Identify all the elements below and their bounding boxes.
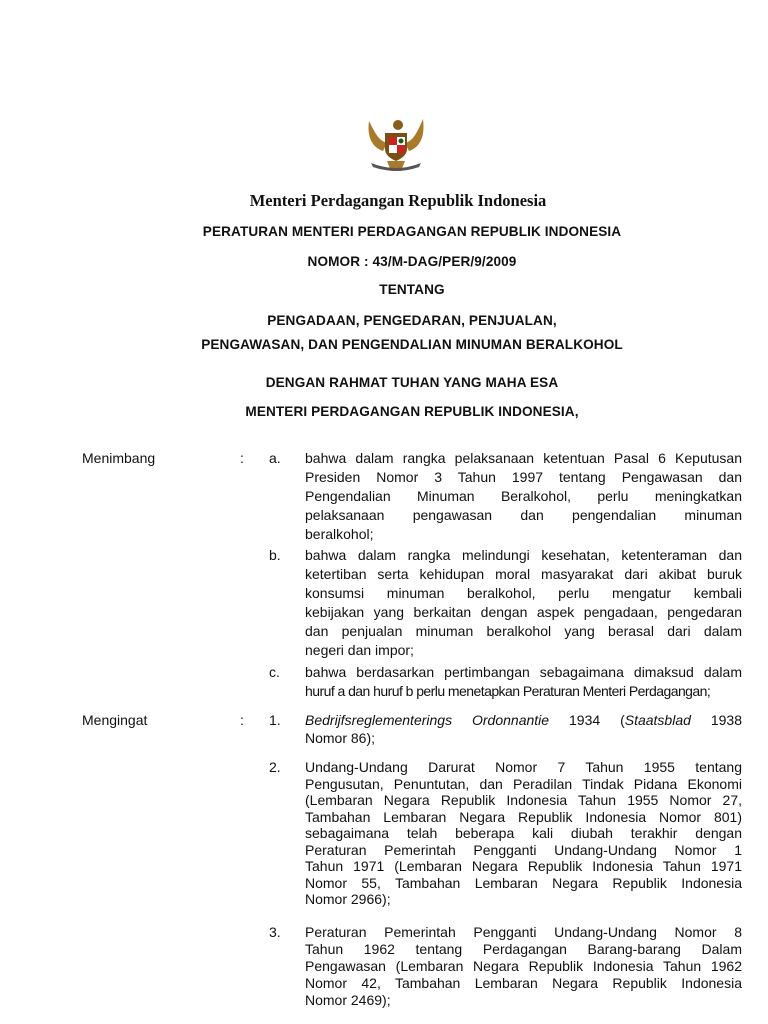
text-line: kebijakan yang berkaitan dengan aspek pengadaan, pengedaran xyxy=(305,604,742,620)
italic-title: Bedrijfsreglementerings Ordonnantie xyxy=(305,712,550,728)
mengingat-item-2 xyxy=(305,759,742,908)
text-line: Nomor 2966); xyxy=(305,891,391,907)
text-line xyxy=(305,711,742,729)
text-line: bahwa berdasarkan pertimbangan sebagaimana dimaksud dalam xyxy=(305,664,742,680)
mengingat-label: Mengingat xyxy=(82,712,148,728)
subject-line-1: PENGADAAN, PENGEDARAN, PENJUALAN, xyxy=(267,313,557,328)
text-line: Tahun 1971 (Lembaran Negara Republik Indonesia Tahun 1971 xyxy=(305,858,742,874)
text-line: Tambahan Lembaran Negara Republik Indonesia Nomor 801) xyxy=(305,808,742,825)
text-line: bahwa dalam rangka melindungi kesehatan, ketenteraman dan xyxy=(305,547,742,563)
italic-title: Staatsblad xyxy=(624,712,691,728)
text-line: Peraturan Pemerintah Pengganti Undang-Undang Nomor 8 xyxy=(305,924,742,940)
text-line: sebagaimana telah beberapa kali diubah terakhir dengan xyxy=(305,825,742,841)
item-marker: a. xyxy=(269,450,281,466)
item-marker: 2. xyxy=(269,759,281,775)
mengingat-item-1 xyxy=(305,711,742,747)
blessing-heading: DENGAN RAHMAT TUHAN YANG MAHA ESA xyxy=(265,375,559,390)
text-line: Undang-Undang Darurat Nomor 7 Tahun 1955 tentang xyxy=(305,759,742,775)
about-heading: TENTANG xyxy=(379,282,445,297)
text-line: ketertiban serta kehidupan moral masyarakat dari akibat buruk xyxy=(305,566,742,582)
item-marker: c. xyxy=(269,664,280,680)
regulation-heading: PERATURAN MENTERI PERDAGANGAN REPUBLIK INDONESIA xyxy=(202,224,622,239)
text-line: Nomor 2469); xyxy=(305,992,391,1008)
text-line: huruf a dan huruf b perlu menetapkan Peraturan Menteri Perdagangan; xyxy=(305,683,711,699)
menimbang-item-a xyxy=(305,449,742,544)
text-line: negeri dan impor; xyxy=(305,642,414,658)
text-line: bahwa dalam rangka pelaksanaan ketentuan Pasal 6 Keputusan xyxy=(305,450,742,466)
regulation-number: NOMOR : 43/M-DAG/PER/9/2009 xyxy=(307,254,517,269)
colon: : xyxy=(240,450,244,466)
item-marker: 1. xyxy=(269,712,281,728)
garuda-emblem-icon xyxy=(365,113,427,175)
issuer-heading: MENTERI PERDAGANGAN REPUBLIK INDONESIA, xyxy=(245,404,579,419)
text-line: beralkohol; xyxy=(305,526,374,542)
text-line: konsumsi minuman beralkohol, perlu mengatur kembali xyxy=(305,585,742,601)
text-line: pelaksanaan pengawasan dan pengendalian minuman xyxy=(305,507,742,523)
text-line: Tahun 1962 tentang Perdagangan Barang-barang Dalam xyxy=(305,941,742,957)
subject-line-2: PENGAWASAN, DAN PENGENDALIAN MINUMAN BERALKOHOL xyxy=(201,337,623,352)
item-marker: b. xyxy=(269,547,281,563)
text-line: Peraturan Pemerintah Pengganti Undang-Undang Nomor 1 xyxy=(305,841,742,858)
text-line: Pengendalian Minuman Beralkohol, perlu meningkatkan xyxy=(305,488,742,504)
ministry-title: Menteri Perdagangan Republik Indonesia xyxy=(249,191,547,210)
menimbang-item-c xyxy=(305,663,742,701)
text-fragment: 1938 xyxy=(690,712,742,728)
menimbang-item-b xyxy=(305,546,742,660)
menimbang-label: Menimbang xyxy=(82,450,156,466)
text-line: Nomor 42, Tambahan Lembaran Negara Republik Indonesia xyxy=(305,975,742,991)
text-line: Pengawasan (Lembaran Negara Republik Indonesia Tahun 1962 xyxy=(305,958,742,974)
text-fragment: 1934 ( xyxy=(549,712,625,728)
mengingat-item-3 xyxy=(305,924,742,1009)
colon: : xyxy=(240,712,244,728)
item-marker: 3. xyxy=(269,924,281,940)
text-line: Presiden Nomor 3 Tahun 1997 tentang Pengawasan dan xyxy=(305,469,742,485)
text-line: Nomor 86); xyxy=(305,730,376,746)
text-line: (Lembaran Negara Republik Indonesia Tahun 1955 Nomor 27, xyxy=(305,792,742,808)
text-line: Pengusutan, Penuntutan, dan Peradilan Tindak Pidana Ekonomi xyxy=(305,775,742,792)
text-line: Nomor 55, Tambahan Lembaran Negara Republik Indonesia xyxy=(305,874,742,891)
text-line: dan penjualan minuman beralkohol yang berasal dari dalam xyxy=(305,623,742,639)
